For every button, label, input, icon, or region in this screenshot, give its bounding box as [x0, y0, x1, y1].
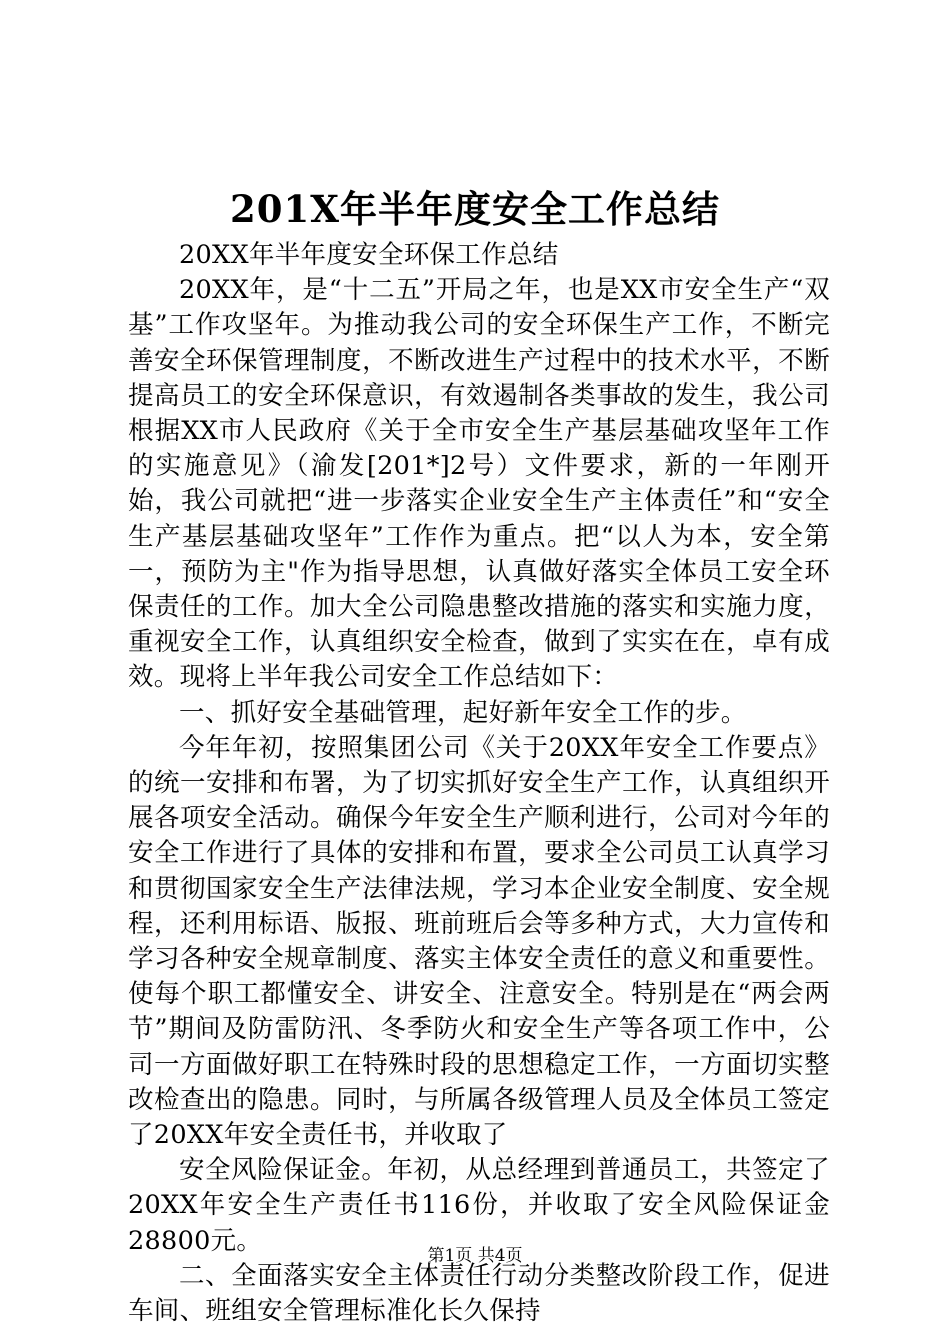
paragraph-section-1-cont: 安全风险保证金。年初，从总经理到普通员工，共签定了20XX年安全生产责任书116份，并收取了安全风险保证金28800元。	[128, 1155, 830, 1256]
document-body	[128, 238, 830, 1329]
page-number: 第1页 共4页	[427, 1246, 523, 1266]
document-title: 201X年半年度安全工作总结	[230, 187, 720, 231]
section-heading-1: 一、抓好安全基础管理，起好新年安全工作的步。	[179, 697, 747, 728]
paragraph-intro: 20XX年，是“十二五”开局之年，也是XX市安全生产“双基”工作攻坚年。为推动我公司的安全环保生产工作，不断完善安全环保管理制度，不断改进生产过程中的技术水平，不断提高员工的安全环保意识，有效遏制各类事故的发生，我公司根据XX市人民政府《关于全市安全生产基层基础攻坚年工作的实施意见》（渝发[201*]2号）文件要求，新的一年刚开始，我公司就把“进一步落实企业安全生产主体责任”和“安全生产基层基础攻坚年”工作作为重点。把“以人为本，安全第一，预防为主"作为指导思想，认真做好落实全体员工安全环保责任的工作。加大全公司隐患整改措施的落实和实施力度，重视安全工作，认真组织安全检查，做到了实实在在，卓有成效。现将上半年我公司安全工作总结如下：	[128, 275, 830, 693]
paragraph-section-1: 今年年初，按照集团公司《关于20XX年安全工作要点》的统一安排和布署，为了切实抓好安全生产工作，认真组织开展各项安全活动。确保今年安全生产顺利进行，公司对今年的安全工作进行了具体的安排和布置，要求全公司员工认真学习和贯彻国家安全生产法律法规，学习本企业安全制度、安全规程，还利用标语、版报、班前班后会等多种方式，大力宣传和学习各种安全规章制度、落实主体安全责任的意义和重要性。使每个职工都懂安全、讲安全、注意安全。特别是在“两会两节”期间及防雷防汛、冬季防火和安全生产等各项工作中，公司一方面做好职工在特殊时段的思想稳定工作，一方面切实整改检查出的隐患。同时，与所属各级管理人员及全体员工签定了20XX年安全责任书，并收取了	[128, 732, 830, 1151]
section-heading-2: 二、全面落实安全主体责任行动分类整改阶段工作，促进车间、班组安全管理标准化长久保持	[128, 1260, 830, 1327]
paragraph-subtitle: 20XX年半年度安全环保工作总结	[179, 240, 559, 270]
